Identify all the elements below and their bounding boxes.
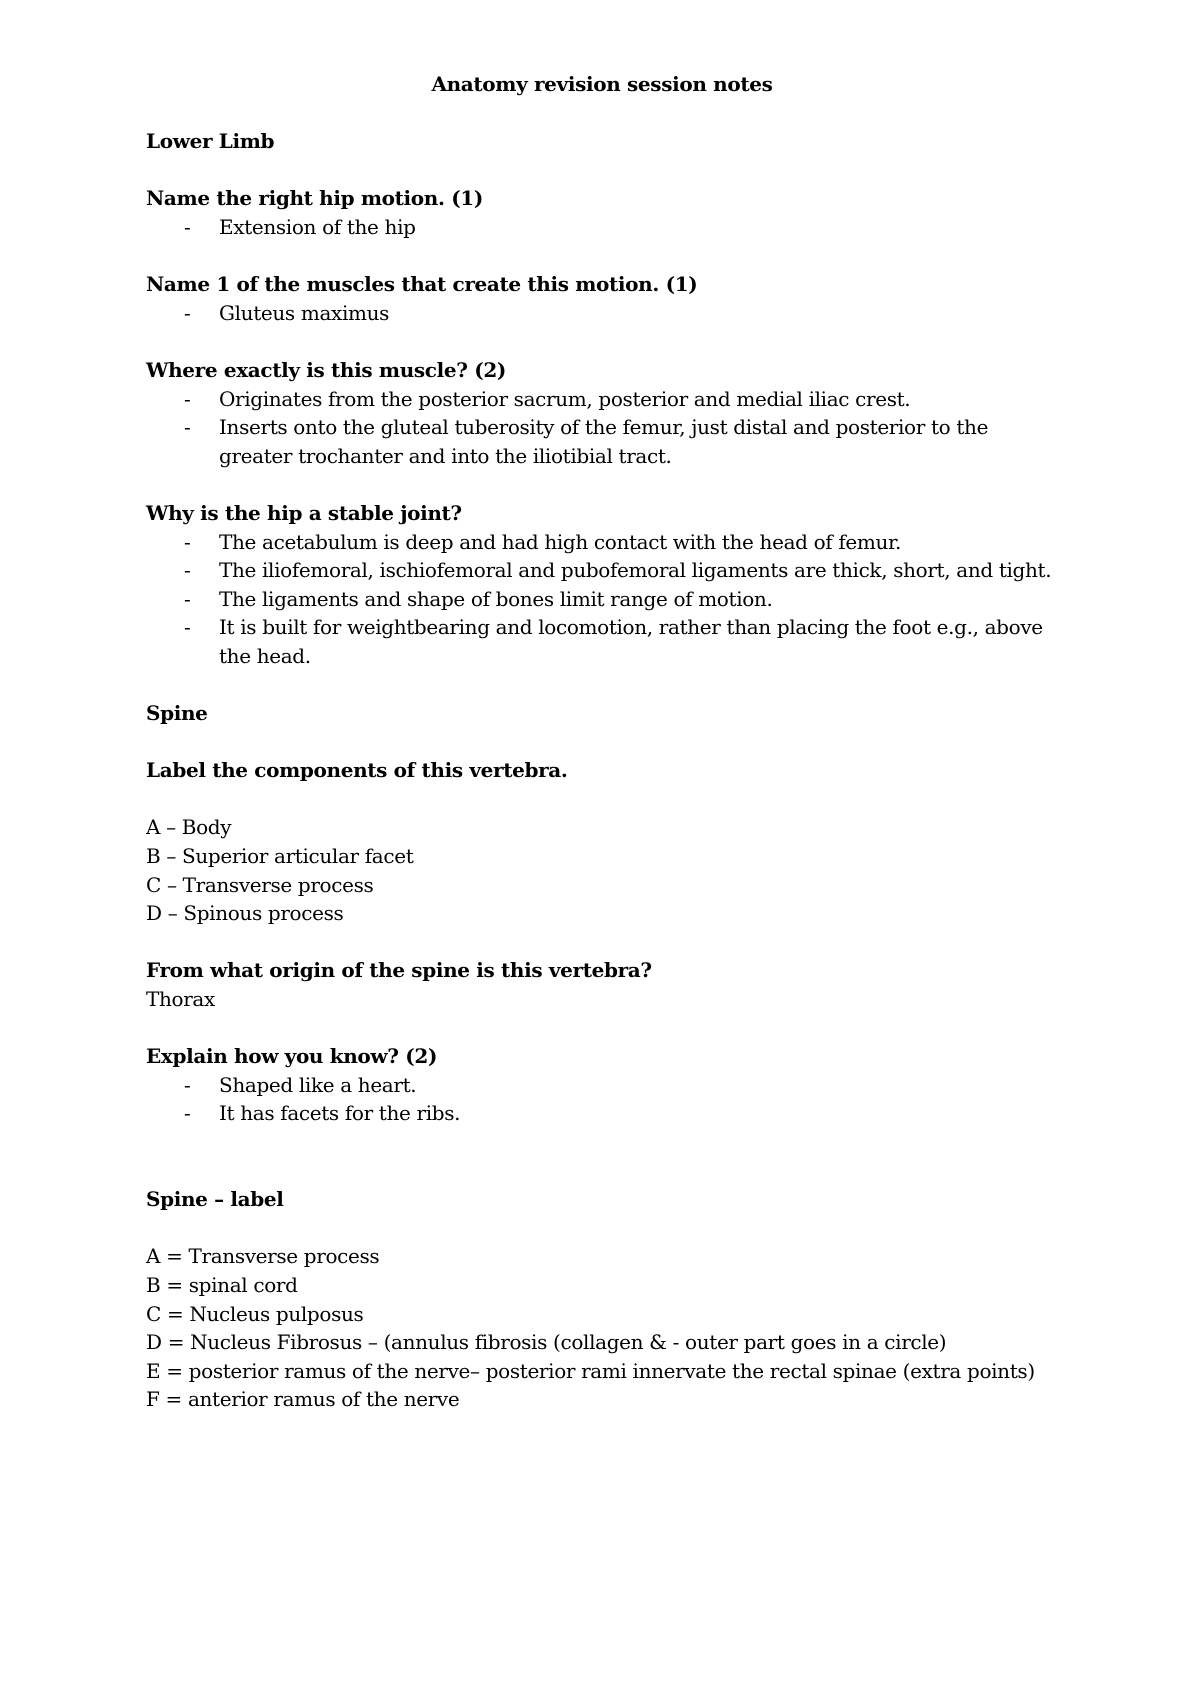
answer-vertebra-origin: Thorax [146,987,215,1011]
question-muscle-name: Name 1 of the muscles that create this motion. (1) [146,272,698,297]
answer-text: Inserts onto the gluteal tuberosity of the femur, just distal and posterior to the greater trochanter and into the iliotibial tract. [219,415,989,468]
list-item: E = posterior ramus of the nerve– posterior rami innervate the rectal spinae (extra points) [146,1358,1035,1383]
list-item [146,385,1066,414]
dash-bullet: - [184,586,191,611]
answer-text: The acetabulum is deep and had high contact with the head of femur. [219,529,902,554]
answer-list-explain [146,1071,1066,1128]
answer-text: Shaped like a heart. [219,1072,417,1097]
dash-bullet: - [184,1101,191,1126]
spine-label-list [146,1242,1066,1414]
dash-bullet: - [184,415,191,440]
answer-list-hip-stability [146,528,1066,671]
dash-bullet: - [184,300,191,325]
list-item: C = Nucleus pulposus [146,1301,364,1326]
section-heading-spine: Spine [146,701,208,726]
vertebra-label-list [146,813,1066,927]
question-muscle-location: Where exactly is this muscle? (2) [146,357,507,382]
list-item [146,413,1066,470]
list-item: F = anterior ramus of the nerve [146,1387,460,1412]
answer-text: Originates from the posterior sacrum, posterior and medial iliac crest. [219,386,911,411]
list-item [146,613,1066,670]
answer-text: Gluteus maximus [219,300,390,325]
question-vertebra-origin: From what origin of the spine is this vertebra? [146,958,652,983]
answer-list-muscle-name [146,299,1066,328]
answer-text: The ligaments and shape of bones limit range of motion. [219,586,773,611]
list-item [146,1099,1066,1128]
document-title: Anatomy revision session notes [431,72,773,96]
answer-list-hip-motion [146,213,1066,242]
answer-list-muscle-location [146,385,1066,471]
list-item [146,213,1066,242]
list-item: C – Transverse process [146,872,374,897]
list-item: D – Spinous process [146,901,344,926]
list-item [146,528,1066,557]
dash-bullet: - [184,615,191,640]
list-item: B – Superior articular facet [146,844,414,869]
list-item [146,585,1066,614]
dash-bullet: - [184,1072,191,1097]
dash-bullet: - [184,214,191,239]
list-item: D = Nucleus Fibrosus – (annulus fibrosis (collagen & - outer part goes in a circle) [146,1330,947,1355]
document-body [146,70,1066,1414]
list-item [146,1071,1066,1100]
question-explain: Explain how you know? (2) [146,1044,438,1069]
dash-bullet: - [184,558,191,583]
list-item [146,299,1066,328]
question-vertebra-components: Label the components of this vertebra. [146,758,568,783]
answer-text: It has facets for the ribs. [219,1101,461,1126]
list-item [146,556,1066,585]
list-item: A – Body [146,815,232,840]
answer-text: Extension of the hip [219,214,416,239]
list-item: B = spinal cord [146,1272,298,1297]
question-hip-motion: Name the right hip motion. (1) [146,186,483,211]
question-hip-stability: Why is the hip a stable joint? [146,500,462,525]
list-item: A = Transverse process [146,1244,380,1269]
dash-bullet: - [184,529,191,554]
answer-text: It is built for weightbearing and locomotion, rather than placing the foot e.g., above the head. [219,615,1043,668]
answer-text: The iliofemoral, ischiofemoral and pubofemoral ligaments are thick, short, and tight. [219,558,1052,583]
section-heading-spine-label: Spine – label [146,1187,284,1212]
section-heading-lower-limb: Lower Limb [146,129,275,154]
dash-bullet: - [184,386,191,411]
